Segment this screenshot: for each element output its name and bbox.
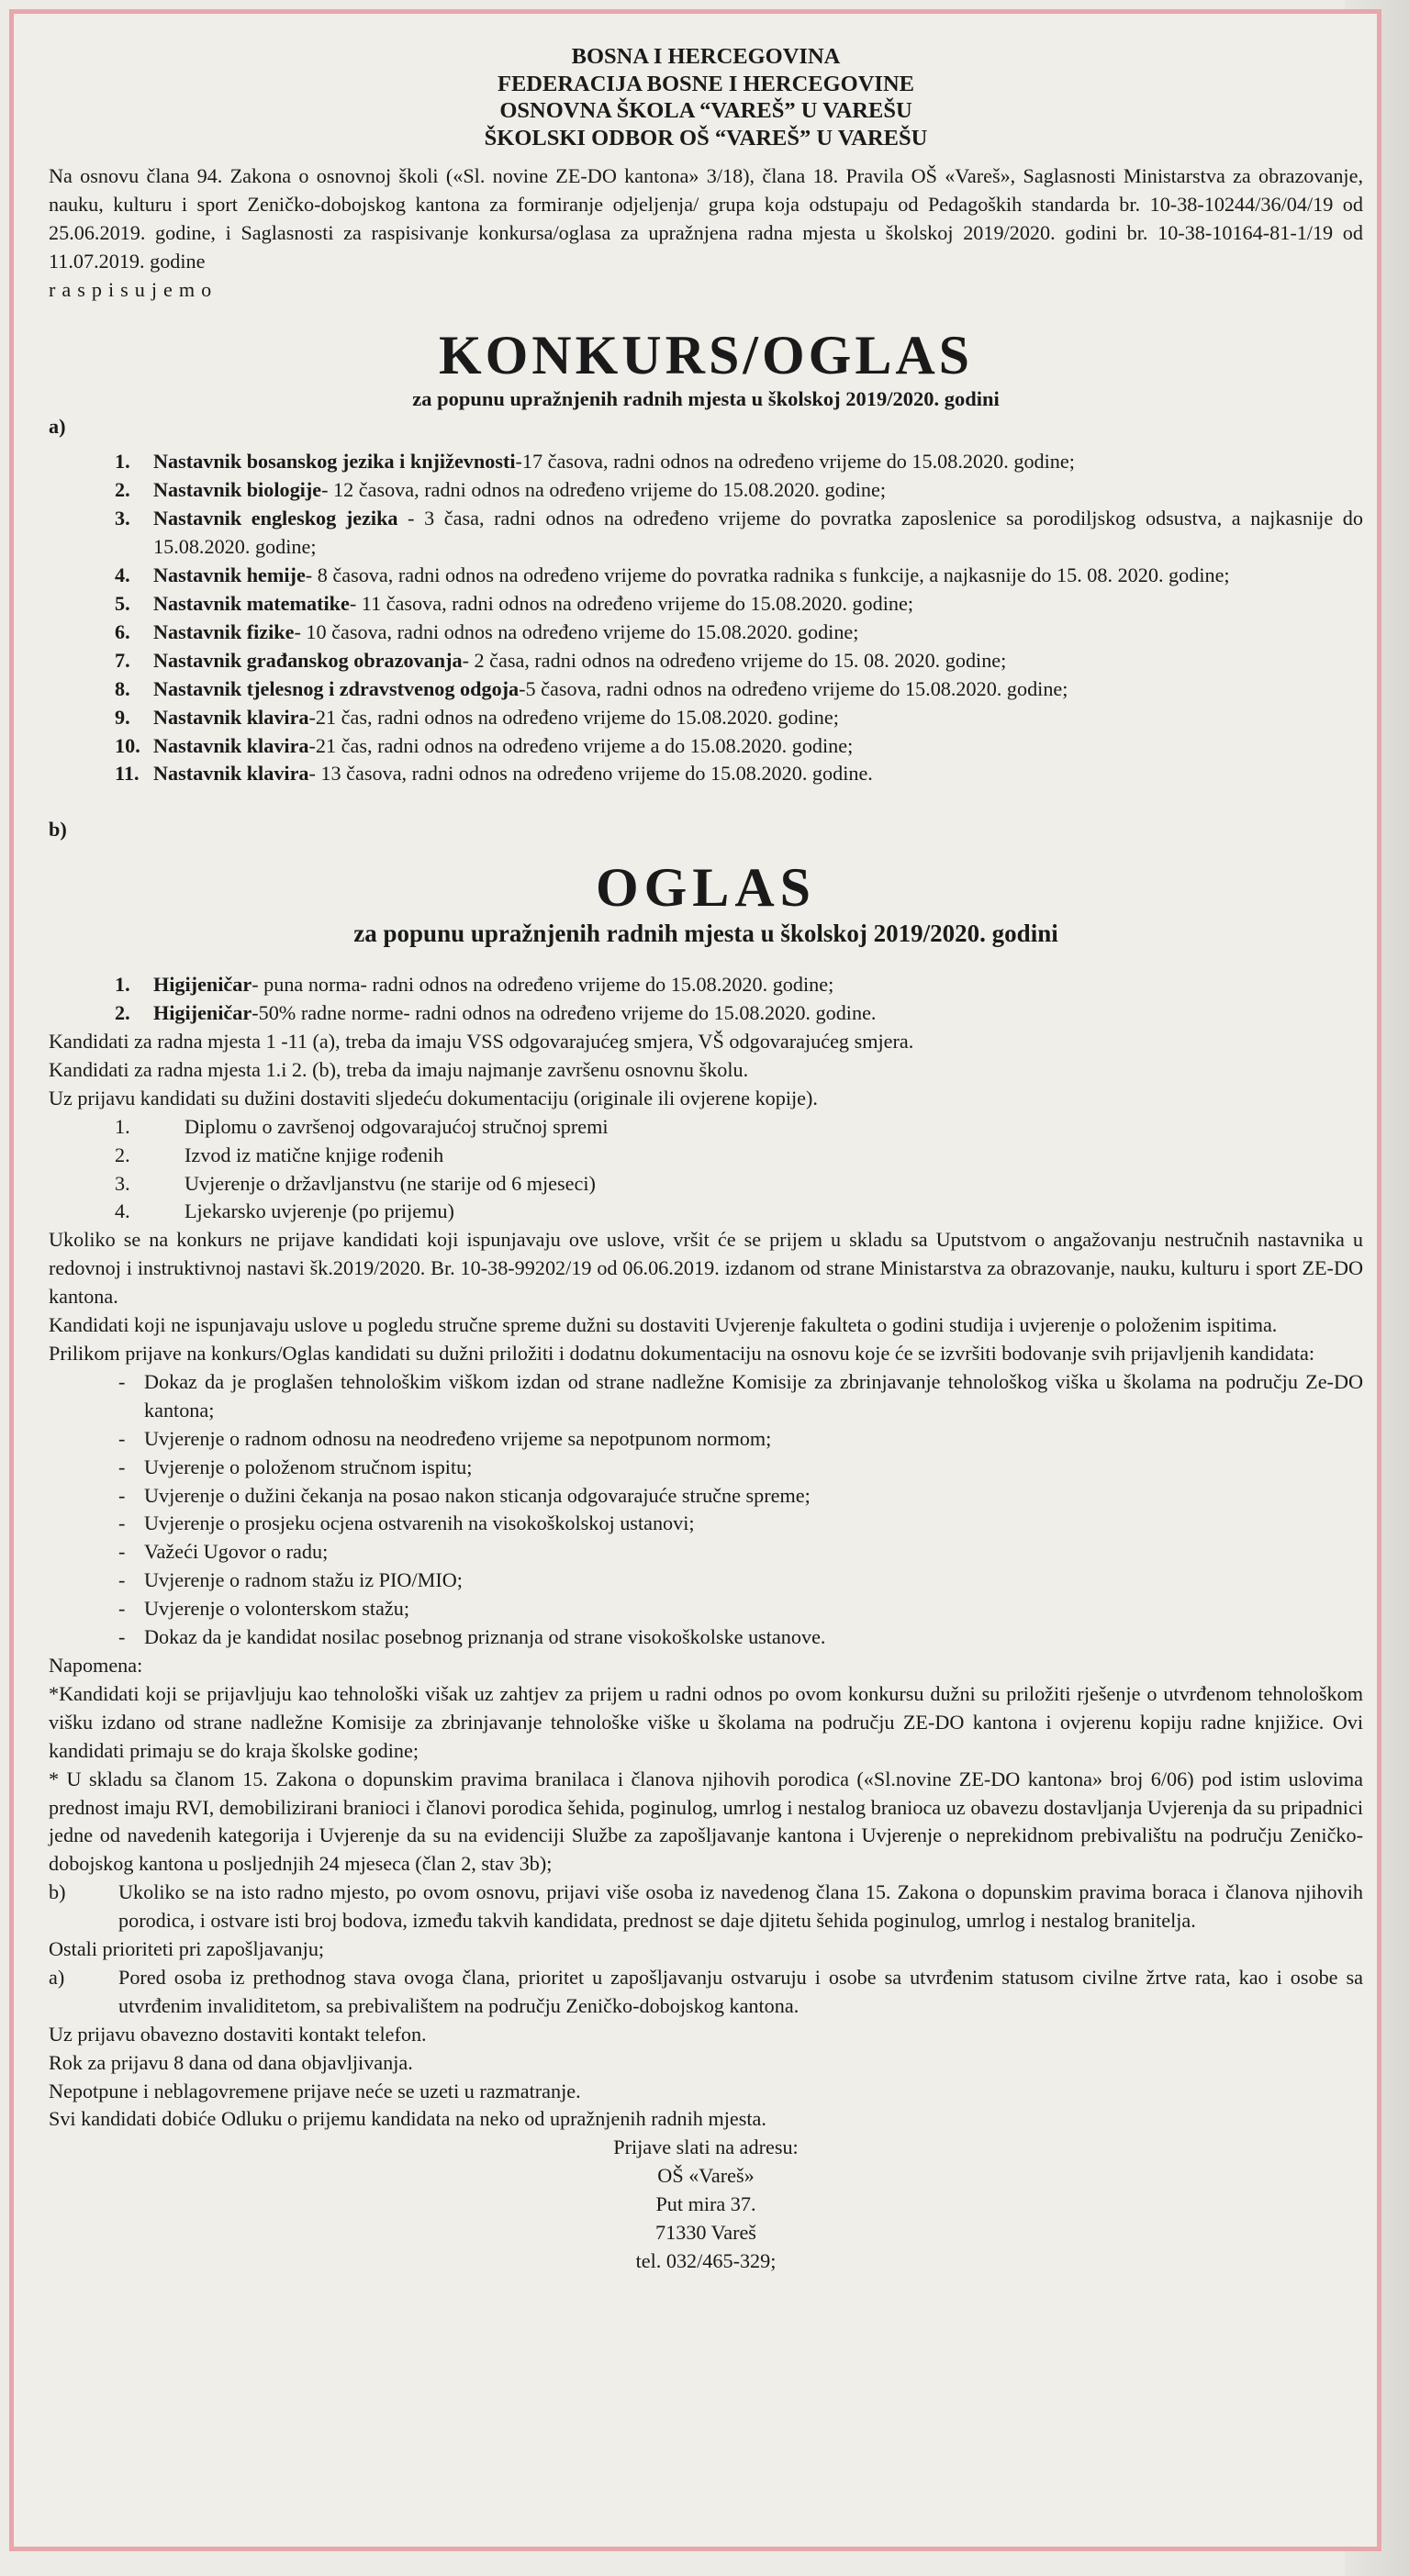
note-veterans: * U skladu sa članom 15. Zakona o dopunskim pravima branilaca i članova njihovih porodica («Sl.novine ZE-DO kantona» broj 6/06) pod istim uslovima prednost imaju RVI, demobilizirani branioci i članovi porodica šehida, poginulog, umrlog i nestalog branioca uz obavezu dostavljanja Uvjerenja da su pripadnici jedne od navedenih kategorija i Uvjerenje da su na evidenciji Službe za zapošljavanje kantona i Uvjerenje o neprekidnom prebivalištu na području Zeničko-dobojskog kantona u posljednjih 24 mjeseca (član 2, stav 3b);: [49, 1767, 1363, 1876]
konkurs-text: [153, 704, 1363, 732]
requirement-3: Uz prijavu kandidati su dužini dostaviti sljedeću dokumentaciju (originale ili ovjerene kopije).: [49, 1086, 818, 1110]
additional-doc-text: Uvjerenje o radnom stažu iz PIO/MIO;: [144, 1568, 463, 1592]
konkurs-position-name: Nastavnik engleskog jezika: [153, 507, 398, 530]
additional-doc-text: Uvjerenje o radnom odnosu na neodređeno vrijeme sa nepotpunom normom;: [144, 1426, 772, 1450]
konkurs-number: 2.: [115, 478, 130, 502]
additional-doc-text: Važeći Ugovor o radu;: [144, 1540, 329, 1564]
konkurs-item: [49, 476, 1363, 505]
konkurs-position-name: Nastavnik građanskog obrazovanja: [153, 648, 463, 672]
konkurs-item: [49, 448, 1363, 476]
konkurs-item: [49, 590, 1363, 619]
additional-doc-item: [49, 1454, 1363, 1482]
other-priorities: Ostali prioriteti pri zapošljavanju;: [49, 1937, 325, 1961]
konkurs-position-details: -5 časova, radni odnos na određeno vrijeme do 15.08.2020. godine;: [519, 676, 1068, 700]
additional-doc-item: [49, 1623, 1363, 1652]
konkurs-item: [49, 505, 1363, 562]
oglas-title: OGLAS: [595, 857, 817, 919]
document-number: 4.: [115, 1199, 130, 1223]
oglas-positions-list: [49, 971, 1363, 1028]
header-line-1: BOSNA I HERCEGOVINA: [571, 44, 841, 69]
note-technological-surplus: *Kandidati koji se prijavljuju kao tehnološki višak uz zahtjev za prijem u radni odnos po ovom konkursu dužni su priložiti rješenje o utvrđenom tehnološkom višku izdano od strane nadležne Komisije za zbrinjavanje tehnološke viške u školama na području ZE-DO kantona i ovjerenu kopiju radne knjižice. Ovi kandidati primaju se do kraja školske godine;: [49, 1681, 1363, 1762]
additional-doc-item: [49, 1368, 1363, 1425]
additional-doc-text: Uvjerenje o volonterskom stažu;: [144, 1597, 409, 1621]
notice-content: [49, 43, 1363, 2276]
oglas-number: 2.: [115, 1001, 130, 1025]
konkurs-item: [49, 675, 1363, 704]
intro-paragraph: Na osnovu člana 94. Zakona o osnovnoj školi («Sl. novine ZE-DO kantona» 3/18), člana 18. Pravila OŠ «Vareš», Saglasnosti Ministarstva za obrazovanje, nauku, kulturu i sport Zeničko-dobojskog kantona za formiranje odjeljenja/ grupa koja odstupaju od Pedagoških standarda br. 10-38-10244/36/04/19 od 25.06.2019. godine, i Saglasnosti za raspisivanje konkursa/oglasa za upražnjena radna mjesta u školskoj 2019/2020. godini br. 10-38-10164-81-1/19 od 11.07.2019. godine: [49, 164, 1363, 273]
note-b-item: [49, 1879, 1363, 1935]
document-item: [49, 1142, 1363, 1170]
header-line-4: ŠKOLSKI ODBOR OŠ “VAREŠ” U VAREŠU: [484, 125, 928, 151]
document-number: 2.: [115, 1143, 130, 1166]
document-text: Izvod iz matične knjige rođenih: [185, 1143, 444, 1166]
dash-bullet: -: [118, 1369, 126, 1393]
document-text: Ljekarsko uvjerenje (po prijemu): [185, 1199, 454, 1223]
konkurs-position-details: - 2 časa, radni odnos na određeno vrijeme do 15. 08. 2020. godine;: [462, 648, 1007, 672]
document-text: Diplomu o završenoj odgovarajućoj stručnoj spremi: [185, 1114, 609, 1138]
dash-bullet: -: [118, 1483, 126, 1507]
closing-4: Svi kandidati dobiće Odluku o prijemu kandidata na neko od upražnjenih radnih mjesta.: [49, 2107, 766, 2131]
address-street: Put mira 37.: [655, 2192, 756, 2216]
document-item: [49, 1198, 1363, 1226]
address-block: [49, 2134, 1363, 2276]
konkurs-position-details: - 10 časova, radni odnos na određeno vrijeme do 15.08.2020. godine;: [294, 619, 859, 643]
konkurs-position-details: -21 čas, radni odnos na određeno vrijeme a do 15.08.2020. godine;: [308, 733, 854, 757]
document-item: [49, 1113, 1363, 1142]
konkurs-number: 8.: [115, 676, 130, 700]
note-a-label: a): [49, 1965, 65, 1989]
konkurs-text: [153, 562, 1363, 590]
note-b-label: b): [49, 1880, 66, 1904]
dash-bullet: -: [118, 1426, 126, 1450]
konkurs-number: 7.: [115, 648, 130, 672]
konkurs-number: 1.: [115, 450, 130, 474]
address-phone: tel. 032/465-329;: [635, 2249, 777, 2272]
konkurs-text: [153, 476, 1363, 505]
note-a-list: [49, 1964, 1363, 2021]
nonqualified-paragraph: Ukoliko se na konkurs ne prijave kandidati koji ispunjavaju ove uslove, vršit će se prijem u skladu sa Uputstvom o angažovanju nestručnih nastavnika u redovnoj i instruktivnoj nastavi šk.2019/2020. Br. 10-38-99202/19 od 06.06.2019. izdanom od strane Ministarstva za obrazovanje, nauku, kulturu i sport ZE-DO kantona.: [49, 1228, 1363, 1309]
konkurs-position-name: Nastavnik fizike: [153, 619, 295, 643]
konkurs-position-name: Nastavnik klavira: [153, 762, 309, 786]
address-intro: Prijave slati na adresu:: [613, 2136, 799, 2159]
oglas-text: [153, 971, 1363, 999]
konkurs-position-name: Nastavnik matematike: [153, 591, 350, 615]
konkurs-item: [49, 704, 1363, 732]
konkurs-position-name: Nastavnik hemije: [153, 563, 306, 587]
konkurs-position-details: - 8 časova, radni odnos na određeno vrijeme do povratka radnika s funkcije, a najkasnije do 15. 08. 2020. godine;: [305, 563, 1230, 587]
notice-frame: [9, 9, 1381, 2551]
oglas-text: [153, 999, 1363, 1028]
dash-bullet: -: [118, 1597, 126, 1621]
konkurs-position-details: - 3 časa, radni odnos na određeno vrijeme do povratka zaposlenice sa porodiljskog odsustva, a najkasnije do 15.08.2020. godine;: [153, 507, 1363, 559]
konkurs-position-details: - 12 časova, radni odnos na određeno vrijeme do 15.08.2020. godine;: [321, 478, 887, 502]
oglas-subtitle: za popunu upražnjenih radnih mjesta u školskoj 2019/2020. godini: [353, 920, 1058, 948]
konkurs-position-name: Nastavnik klavira: [153, 705, 309, 729]
konkurs-text: [153, 619, 1363, 647]
document-number: 1.: [115, 1114, 130, 1138]
konkurs-title: KONKURS/OGLAS: [438, 324, 974, 385]
additional-doc-item: [49, 1595, 1363, 1623]
document-item: [49, 1170, 1363, 1199]
oglas-item: [49, 999, 1363, 1028]
header-block: [49, 43, 1363, 151]
faculty-paragraph: Kandidati koji ne ispunjavaju uslove u pogledu stručne spreme dužni su dostaviti Uvjerenje fakulteta o godini studija i uvjerenje o položenim ispitima.: [49, 1313, 1278, 1337]
konkurs-text: [153, 732, 1363, 761]
konkurs-number: 10.: [115, 733, 140, 757]
document-number: 3.: [115, 1171, 130, 1195]
note-a-item: [49, 1964, 1363, 2021]
dash-bullet: -: [118, 1540, 126, 1564]
requirement-2: Kandidati za radna mjesta 1.i 2. (b), treba da imaju najmanje završenu osnovnu školu.: [49, 1057, 749, 1081]
address-city: 71330 Vareš: [655, 2221, 756, 2245]
closing-3: Nepotpune i neblagovremene prijave neće se uzeti u razmatranje.: [49, 2079, 581, 2102]
header-line-3: OSNOVNA ŠKOLA “VAREŠ” U VAREŠU: [499, 98, 912, 123]
konkurs-position-details: - 13 časova, radni odnos na određeno vrijeme do 15.08.2020. godine.: [308, 762, 873, 786]
additional-doc-text: Uvjerenje o dužini čekanja na posao nakon sticanja odgovarajuće stručne spreme;: [144, 1483, 811, 1507]
additional-doc-text: Uvjerenje o prosjeku ocjena ostvarenih na visokoškolskoj ustanovi;: [144, 1511, 695, 1535]
konkurs-position-details: -21 čas, radni odnos na određeno vrijeme do 15.08.2020. godine;: [308, 705, 839, 729]
konkurs-number: 5.: [115, 591, 130, 615]
konkurs-item: [49, 647, 1363, 675]
oglas-position-details: - puna norma- radni odnos na određeno vrijeme do 15.08.2020. godine;: [252, 973, 834, 997]
document-text: Uvjerenje o državljanstvu (ne starije od 6 mjeseci): [185, 1171, 596, 1195]
konkurs-text: [153, 675, 1363, 704]
konkurs-number: 9.: [115, 705, 130, 729]
note-a-text: Pored osoba iz prethodnog stava ovoga člana, prioritet u zapošljavanju ostvaruju i osobe sa utvrđenim statusom civilne žrtve rata, kao i osobe sa utvrđenim invaliditetom, sa prebivalištem na području Zeničko-dobojskog kantona.: [118, 1965, 1363, 2017]
konkurs-position-name: Nastavnik tjelesnog i zdravstvenog odgoja: [153, 676, 520, 700]
konkurs-item: [49, 732, 1363, 761]
section-b-label: b): [49, 818, 67, 842]
konkurs-text: [153, 760, 1363, 788]
konkurs-number: 6.: [115, 619, 130, 643]
oglas-item: [49, 971, 1363, 999]
konkurs-position-name: Nastavnik biologije: [153, 478, 322, 502]
konkurs-item: [49, 619, 1363, 647]
note-b-list: [49, 1879, 1363, 1935]
konkurs-text: [153, 448, 1363, 476]
address-name: OŠ «Vareš»: [657, 2164, 755, 2188]
napomena-label: Napomena:: [49, 1653, 143, 1677]
konkurs-position-name: Nastavnik klavira: [153, 733, 309, 757]
closing-2: Rok za prijavu 8 dana od dana objavljivanja.: [49, 2050, 413, 2074]
oglas-position-name: Higijeničar: [153, 973, 252, 997]
oglas-position-name: Higijeničar: [153, 1001, 252, 1025]
additional-docs-list: [49, 1368, 1363, 1652]
konkurs-text: [153, 647, 1363, 675]
additional-doc-text: Dokaz da je kandidat nosilac posebnog priznanja od strane visokoškolske ustanove.: [144, 1625, 826, 1649]
konkurs-position-details: -17 časova, radni odnos na određeno vrijeme do 15.08.2020. godine;: [515, 450, 1075, 474]
additional-docs-paragraph: Prilikom prijave na konkurs/Oglas kandidati su dužni priložiti i dodatnu dokumentaciju na osnovu koje će se izvršiti bodovanje svih prijavljenih kandidata:: [49, 1342, 1315, 1365]
header-line-2: FEDERACIJA BOSNE I HERCEGOVINE: [497, 71, 914, 96]
oglas-number: 1.: [115, 973, 130, 997]
konkurs-position-details: - 11 časova, radni odnos na određeno vrijeme do 15.08.2020. godine;: [349, 591, 913, 615]
note-b-text: Ukoliko se na isto radno mjesto, po ovom osnovu, prijavi više osoba iz navedenog člana 15. Zakona o dopunskim pravima boraca i članova njihovih porodica, i ostvare isti broj bodova, između takvih kandidata, prednost se daje djitetu šehida poginulog, umrlog i nestalog branitelja.: [118, 1880, 1363, 1933]
dash-bullet: -: [118, 1625, 126, 1649]
additional-doc-item: [49, 1482, 1363, 1511]
konkurs-position-name: Nastavnik bosanskog jezika i književnosti: [153, 450, 516, 474]
requirement-1: Kandidati za radna mjesta 1 -11 (a), treba da imaju VSS odgovarajućeg smjera, VŠ odgovarajućeg smjera.: [49, 1030, 914, 1054]
additional-doc-item: [49, 1425, 1363, 1454]
additional-doc-item: [49, 1510, 1363, 1538]
konkurs-item: [49, 562, 1363, 590]
additional-doc-item: [49, 1567, 1363, 1595]
konkurs-number: 11.: [115, 762, 140, 786]
raspisujemo: raspisujemo: [49, 277, 218, 301]
section-a-label: a): [49, 414, 66, 438]
konkurs-number: 4.: [115, 563, 130, 587]
dash-bullet: -: [118, 1455, 126, 1478]
oglas-position-details: -50% radne norme- radni odnos na određeno vrijeme do 15.08.2020. godine.: [252, 1001, 877, 1025]
konkurs-text: [153, 590, 1363, 619]
additional-doc-item: [49, 1538, 1363, 1567]
documents-list: [49, 1113, 1363, 1227]
konkurs-positions-list: [49, 448, 1363, 788]
closing-1: Uz prijavu obavezno dostaviti kontakt telefon.: [49, 2022, 427, 2046]
konkurs-subtitle: za popunu upražnjenih radnih mjesta u školskoj 2019/2020. godini: [412, 386, 1000, 410]
konkurs-number: 3.: [115, 507, 130, 530]
dash-bullet: -: [118, 1511, 126, 1535]
additional-doc-text: Dokaz da je proglašen tehnološkim viškom izdan od strane nadležne Komisije za zbrinjavanje tehnološkog viška u školama na području Ze-DO kantona;: [144, 1369, 1363, 1422]
konkurs-text: [153, 505, 1363, 562]
konkurs-item: [49, 760, 1363, 788]
dash-bullet: -: [118, 1568, 126, 1592]
additional-doc-text: Uvjerenje o položenom stručnom ispitu;: [144, 1455, 473, 1478]
